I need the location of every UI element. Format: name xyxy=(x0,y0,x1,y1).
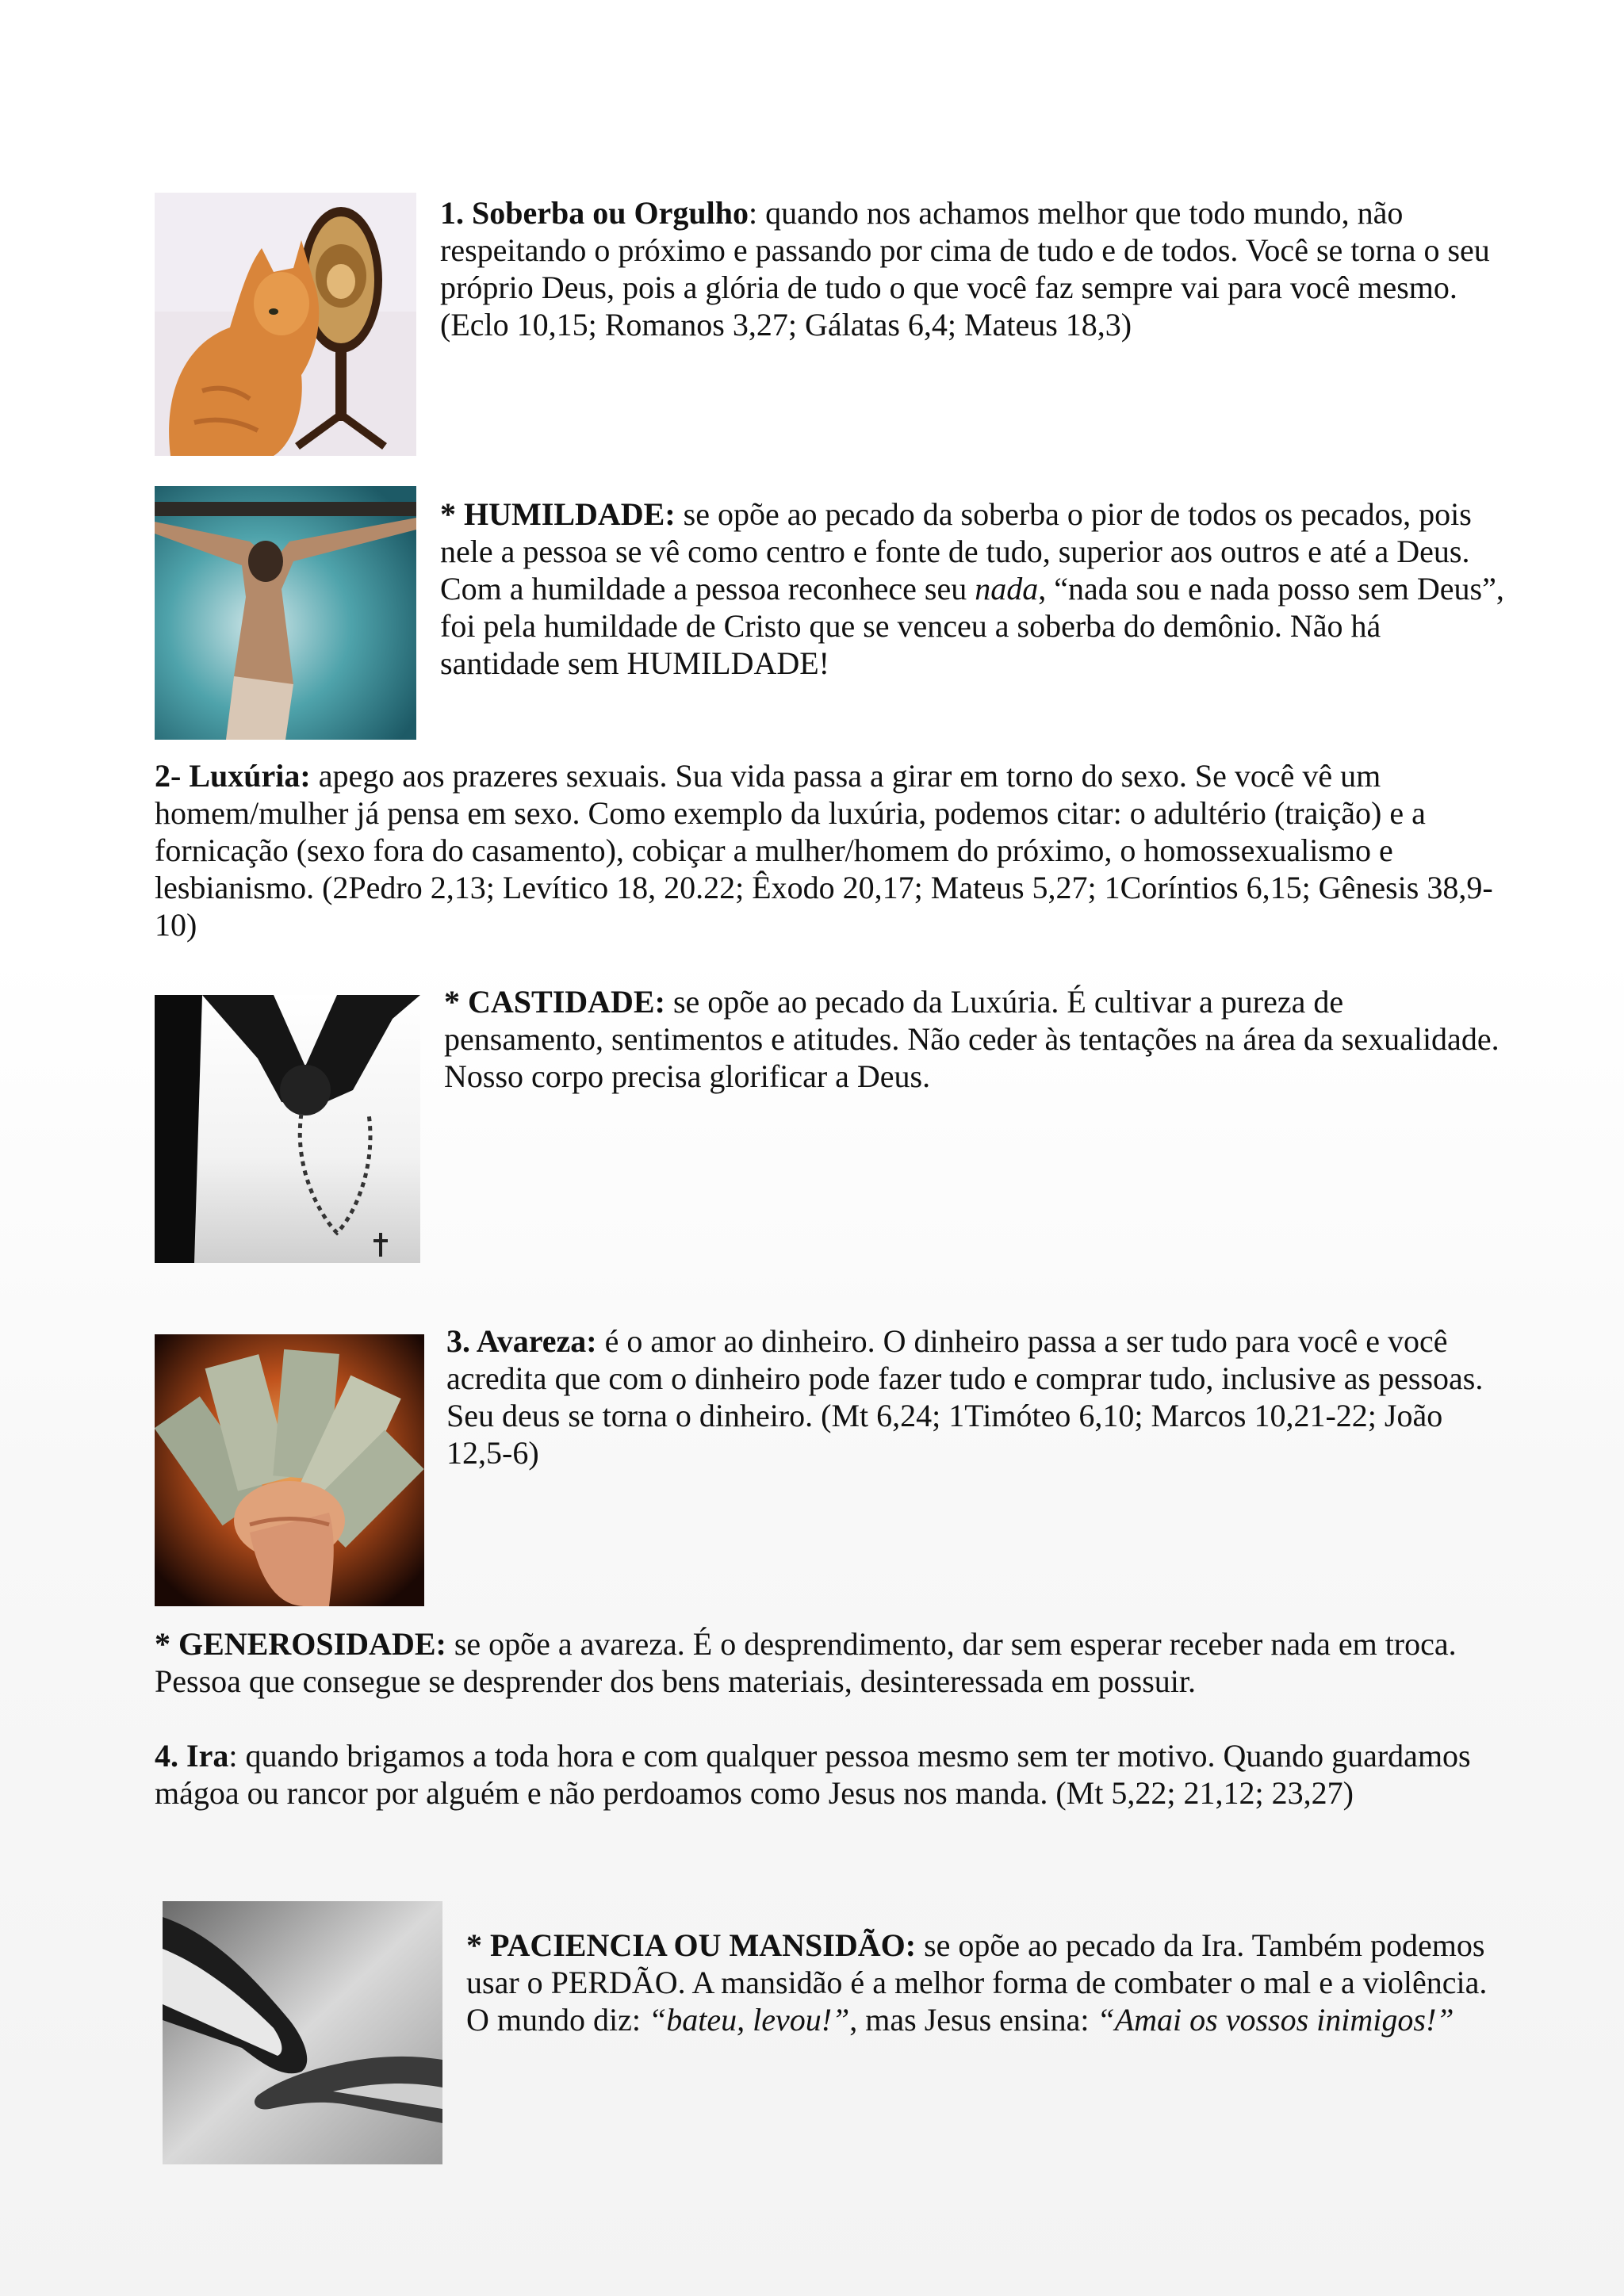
humildade-paragraph xyxy=(440,496,1507,682)
generosidade-paragraph xyxy=(155,1625,1511,1700)
paciencia-body-1: se opõe ao pecado da Ira. Também podemos usar o PERDÃO. A mansidão é a melhor forma de combater o mal e a violência. O mundo diz: xyxy=(466,1927,1488,2038)
paciencia-heading: * PACIENCIA OU MANSIDÃO: xyxy=(466,1927,917,1963)
paciencia-quote-2: “Amai os vossos inimigos!” xyxy=(1097,2002,1454,2038)
cat-lion-mirror-image xyxy=(155,193,416,456)
hands-reaching-image xyxy=(163,1901,442,2164)
soberba-body: : quando nos achamos melhor que todo mundo, não respeitando o próximo e passando por cima de tudo e de todos. Você se torna o seu próprio Deus, pois a glória de tudo o que você faz sempre vai para você mesmo. (Eclo 10,15; Romanos 3,27; Gálatas 6,4; Mateus 18,3) xyxy=(440,195,1490,342)
ira-heading: 4. Ira xyxy=(155,1738,229,1774)
hand-money-image xyxy=(155,1334,424,1606)
humildade-body-1: se opõe ao pecado da soberba o pior de todos os pecados, pois nele a pessoa se vê como centro e fonte de tudo, superior aos outros e até a Deus. Com a humildade a pessoa reconhece seu xyxy=(440,496,1472,607)
castidade-paragraph xyxy=(444,983,1507,1095)
hands-rosary-image xyxy=(155,995,420,1263)
soberba-heading: 1. Soberba ou Orgulho xyxy=(440,195,749,231)
castidade-heading: * CASTIDADE: xyxy=(444,984,665,1020)
generosidade-heading: * GENEROSIDADE: xyxy=(155,1626,446,1662)
luxuria-paragraph xyxy=(155,757,1511,943)
paciencia-paragraph xyxy=(466,1927,1507,2038)
avareza-body: é o amor ao dinheiro. O dinheiro passa a ser tudo para você e você acredita que com o dinheiro pode fazer tudo e comprar tudo, inclusive as pessoas. Seu deus se torna o dinheiro. (Mt 6,24; 1Timóteo 6,10; Marcos 10,21-22; João 12,5-6) xyxy=(446,1323,1484,1471)
crucifix-image xyxy=(155,486,416,740)
ira-paragraph xyxy=(155,1737,1511,1812)
humildade-emphasis: nada xyxy=(975,571,1039,607)
paciencia-quote-1: “bateu, levou!” xyxy=(648,2002,850,2038)
generosidade-body: se opõe a avareza. É o desprendimento, dar sem esperar receber nada em troca. Pessoa que consegue se desprender dos bens materiais, desinteressada em possuir. xyxy=(155,1626,1457,1699)
avareza-paragraph xyxy=(446,1322,1507,1471)
soberba-paragraph xyxy=(440,194,1507,343)
ira-body: : quando brigamos a toda hora e com qualquer pessoa mesmo sem ter motivo. Quando guardamos mágoa ou rancor por alguém e não perdoamos como Jesus nos manda. (Mt 5,22; 21,12; 23,27) xyxy=(155,1738,1471,1811)
paciencia-body-2: , mas Jesus ensina: xyxy=(849,2002,1097,2038)
castidade-body: se opõe ao pecado da Luxúria. É cultivar a pureza de pensamento, sentimentos e atitudes. Não ceder às tentações na área da sexualidade. Nosso corpo precisa glorificar a Deus. xyxy=(444,984,1500,1094)
humildade-body-2: , “nada sou e nada posso sem Deus”, foi pela humildade de Cristo que se venceu a soberba do demônio. Não há santidade sem HUMILDADE! xyxy=(440,571,1504,681)
humildade-heading: * HUMILDADE: xyxy=(440,496,676,532)
luxuria-heading: 2- Luxúria: xyxy=(155,758,311,794)
luxuria-body: apego aos prazeres sexuais. Sua vida passa a girar em torno do sexo. Se você vê um homem/mulher já pensa em sexo. Como exemplo da luxúria, podemos citar: o adultério (traição) e a fornicação (sexo fora do casamento), cobiçar a mulher/homem do próximo, o homossexualismo e lesbianismo. (2Pedro 2,13; Levítico 18, 20.22; Êxodo 20,17; Mateus 5,27; 1Coríntios 6,15; Gênesis 38,9-10) xyxy=(155,758,1493,943)
avareza-heading: 3. Avareza: xyxy=(446,1323,597,1359)
